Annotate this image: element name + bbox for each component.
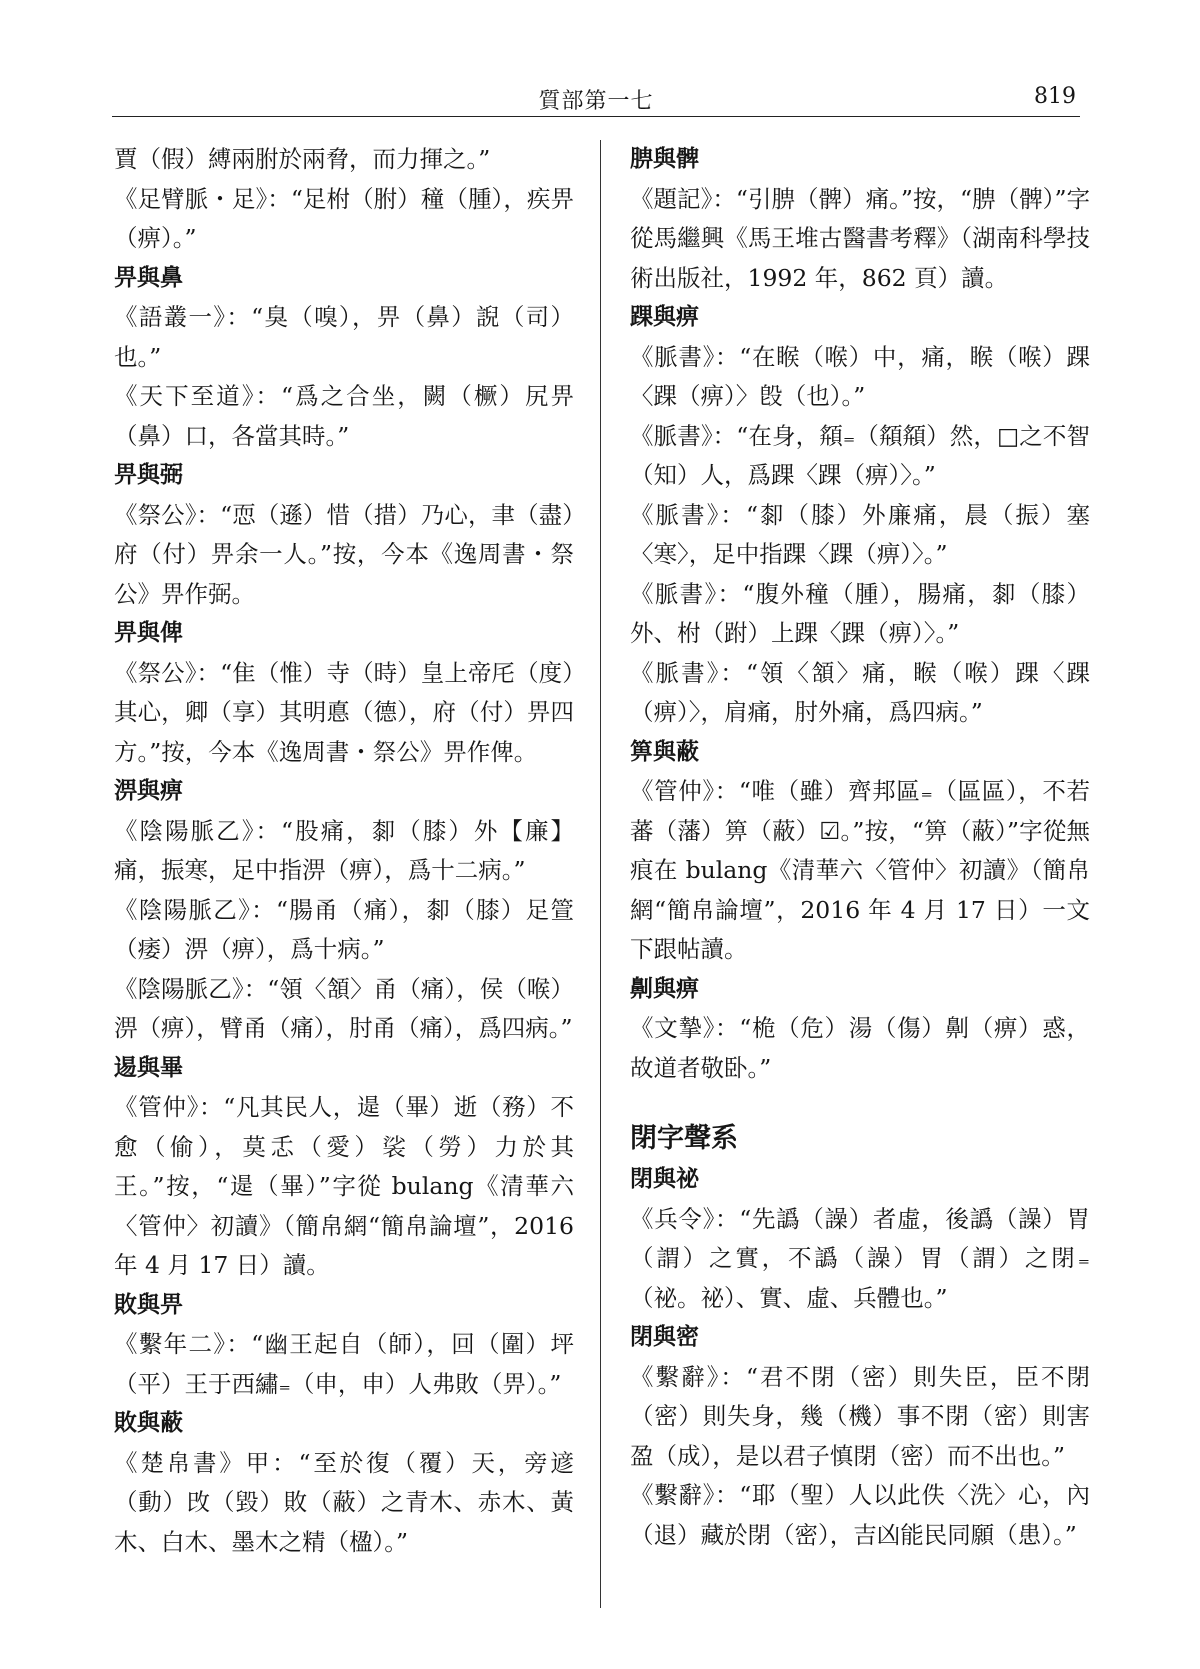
entry-text: 《祭公》：“恧（遜）惜（措）乃心，聿（盡）府（付）畀余一人。”按，今本《逸周書・祭公》畀作弼。 xyxy=(114,500,574,608)
entry-text: 《兵令》：“先譌（譟）者虛，後譌（譟）胃（謂）之實，不譌（譟）胃（謂）之閉₌（祕。祕）、實、虛、兵體也。” xyxy=(630,1204,1090,1312)
entry-heading: 腗與髀 xyxy=(630,146,699,172)
section-title: 閉字聲系 xyxy=(630,1123,738,1154)
entry-text: 《楚帛書》甲：“至於復（覆）天，旁遃（動）攺（毀）敗（蔽）之青木、赤木、黃木、白木、墨木之精（楹）。” xyxy=(114,1448,574,1556)
entry-text: 《陰陽脈乙》：“股痛，厀（膝）外【廉】痛，振寒，足中指淠（痹），爲十二病。” xyxy=(114,816,574,884)
entry-text: 《繫年二》：“幽王起自（師），回（圍）坪（平）王于西繡₌（申，申）人弗敗（畀）。” xyxy=(114,1330,574,1398)
entry-heading: 淠與痹 xyxy=(114,778,183,804)
header-rule xyxy=(112,116,1080,117)
entry-heading: 閉與密 xyxy=(630,1324,699,1350)
entry-text: 《天下至道》：“爲之合坐，闕（橛）尻畀（鼻）口，各當其時。” xyxy=(114,382,574,450)
entry-text: 《題記》：“引腗（髀）痛。”按，“腗（髀）”字從馬繼興《馬王堆古醫書考釋》（湖南科學技術出版社，1992 年，862 頁）讀。 xyxy=(630,184,1090,292)
entry-text: 《脈書》：“領〈頷〉痛，睺（喉）踝〈踝（痹）〉，肩痛，肘外痛，爲四病。” xyxy=(630,658,1090,726)
entry-heading: 敗與畀 xyxy=(114,1291,183,1318)
entry-text: 《繫辭》：“耶（聖）人以此佚〈洗〉心，內（退）藏於閉（密），吉凶能民同願（患）。” xyxy=(630,1481,1090,1549)
entry-heading: 劓與痹 xyxy=(630,975,699,1002)
page-header xyxy=(112,78,1080,118)
entry-text: 《脈書》：“腹外穜（腫），腸痛，厀（膝）外、柎（跗）上踝〈踝（痹）〉。” xyxy=(630,579,1090,647)
entry-text: 《管仲》：“凡其民人，遈（畢）逝（務）不愈（偷），莫忎（愛）裟（勞）力於其王。”按，“遈（畢）”字從 bulang《清華六〈管仲〉初讀》（簡帛網“簡帛論壇”，2016 年 4 月 17 日）讀。 xyxy=(114,1093,574,1279)
entry-heading: 畀與鼻 xyxy=(114,264,183,291)
entry-heading: 箅與蔽 xyxy=(630,738,699,765)
entry-text: 《脈書》：“厀（膝）外廉痛，晨（振）塞〈寒〉，足中指踝〈踝（痹）〉。” xyxy=(630,500,1090,568)
entry-text: 《脈書》：“在睺（喉）中，痛，睺（喉）踝〈踝（痹）〉𣪘（也）。” xyxy=(630,342,1090,410)
entry-heading: 逷與畢 xyxy=(114,1054,183,1081)
entry-text: 《繫辭》：“君不閉（密）則失臣，臣不閉（密）則失身，幾（機）事不閉（密）則害盈（成），是以君子慎閉（密）而不出也。” xyxy=(630,1362,1090,1470)
entry-text: 《管仲》：“唯（雖）齊邦區₌（區區），不若蕃（藩）箅（蔽）☑。”按，“箅（蔽）”字從無痕在 bulang《清華六〈管仲〉初讀》（簡帛網“簡帛論壇”，2016 年 4 月 17 日）一文下跟帖讀。 xyxy=(630,777,1090,963)
column-divider xyxy=(600,140,601,1608)
left-column xyxy=(114,140,574,1562)
entry-heading: 踝與痹 xyxy=(630,304,699,330)
entry-text: 《語叢一》：“臭（嗅），畀（鼻）誽（司）也。” xyxy=(114,303,574,371)
right-column xyxy=(630,140,1090,1555)
page-number: 819 xyxy=(1034,84,1076,109)
running-head: 質部第一七 xyxy=(538,89,654,114)
entry-heading: 敗與蔽 xyxy=(114,1410,183,1436)
entry-text: 《脈書》：“在身，頯₌（頯頯）然，□之不智（知）人，爲踝〈踝（痹）〉。” xyxy=(630,421,1090,489)
entry-text: 《陰陽脈乙》：“腸甬（痛），厀（膝）足箮（痿）淠（痹），爲十病。” xyxy=(114,895,574,963)
entry-heading: 畀與俾 xyxy=(114,620,183,646)
entry-heading: 閉與祕 xyxy=(630,1166,699,1192)
entry-heading: 畀與弼 xyxy=(114,462,183,488)
entry-text: 《文摯》：“桅（危）湯（傷）劓（痹）惑，故道者敬卧。” xyxy=(630,1014,1090,1082)
entry-text: 《祭公》：“隹（惟）寺（時）皇上帝厇（度）其心，卿（享）其明悳（德），府（付）畀四方。”按，今本《逸周書・祭公》畀作俾。 xyxy=(114,658,574,766)
entry-text: 賈（假）縛兩胕於兩脅，而力揮之。” xyxy=(114,145,491,173)
entry-text: 《陰陽脈乙》：“領〈頷〉甬（痛），侯（喉）淠（痹），臂甬（痛），肘甬（痛），爲四病。” xyxy=(114,974,574,1042)
entry-text: 《足臂脈・足》：“足柎（胕）穜（腫），疾畀（痹）。” xyxy=(114,184,574,252)
